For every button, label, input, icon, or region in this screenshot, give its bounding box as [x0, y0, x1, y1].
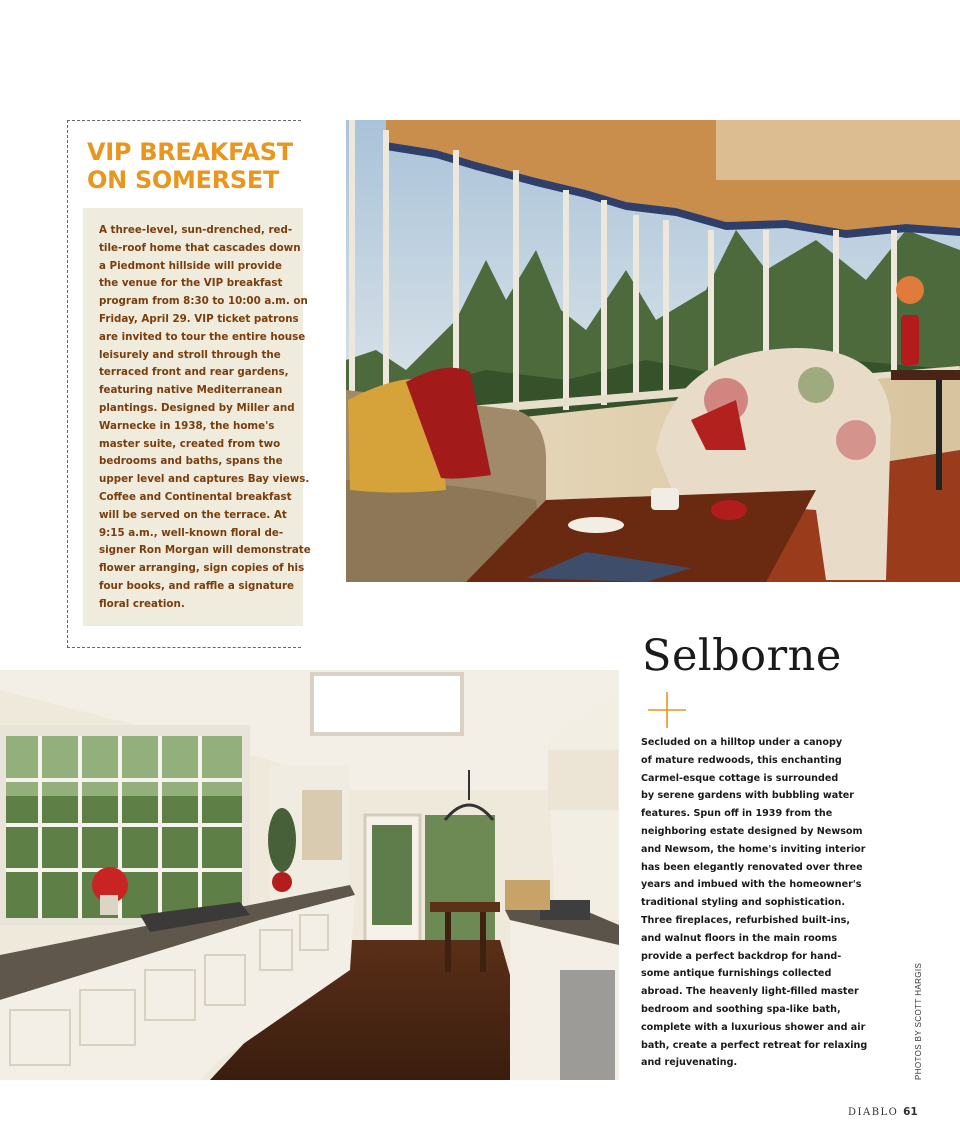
- vip-body-line: program from 8:30 to 10:00 a.m. on: [99, 295, 308, 308]
- selborne-body-line: complete with a luxurious shower and air: [641, 1021, 866, 1033]
- vip-heading-line: VIP BREAKFAST: [87, 138, 293, 166]
- vip-body-line: flower arranging, sign copies of his: [99, 562, 305, 575]
- plus-ornament-icon: [647, 690, 687, 730]
- selborne-body-line: abroad. The heavenly light-filled master: [641, 986, 859, 998]
- selborne-body-line: Carmel-esque cottage is surrounded: [641, 772, 839, 784]
- vip-body-line: leisurely and stroll through the: [99, 348, 281, 361]
- selborne-body-line: and walnut floors in the main rooms: [641, 932, 838, 944]
- selborne-body-line: bath, create a perfect retreat for relaxing: [641, 1039, 868, 1051]
- vip-body-line: four books, and raffle a signature: [99, 579, 295, 592]
- page-number: 61: [903, 1106, 918, 1118]
- selborne-body-line: has been elegantly renovated over three: [641, 861, 863, 873]
- vip-body: [99, 222, 311, 614]
- vip-body-line: master suite, created from two: [99, 437, 281, 450]
- vip-heading-line: ON SOMERSET: [87, 166, 280, 194]
- vip-body-line: are invited to tour the entire house: [99, 330, 306, 343]
- vip-body-line: 9:15 a.m., well-known floral de-: [99, 526, 284, 539]
- vip-heading: [87, 138, 307, 194]
- vip-body-line: upper level and captures Bay views.: [99, 473, 310, 486]
- vip-body-line: the venue for the VIP breakfast: [99, 277, 283, 290]
- vip-body-line: featuring native Mediterranean: [99, 384, 283, 397]
- selborne-body-line: Secluded on a hilltop under a canopy: [641, 737, 843, 748]
- vip-body-line: floral creation.: [99, 597, 185, 610]
- selborne-body-line: traditional styling and sophistication.: [641, 897, 845, 909]
- selborne-body-line: neighboring estate designed by Newsom: [641, 825, 863, 837]
- selborne-body-line: Three fireplaces, refurbished built-ins,: [641, 914, 851, 926]
- selborne-body-line: some antique furnishings collected: [641, 968, 832, 980]
- vip-body-line: Coffee and Continental breakfast: [99, 490, 292, 503]
- photo-credit: PHOTOS BY SCOTT HARGIS: [914, 962, 923, 1080]
- selborne-body-line: provide a perfect backdrop for hand-: [641, 950, 842, 962]
- magazine-name: DIABLO: [848, 1107, 899, 1118]
- selborne-body-line: years and imbued with the homeowner's: [641, 879, 862, 891]
- vip-body-line: a Piedmont hillside will provide: [99, 259, 282, 272]
- selborne-title: Selborne: [642, 631, 842, 681]
- selborne-body-line: and rejuvenating.: [641, 1057, 738, 1069]
- vip-body-line: will be served on the terrace. At: [99, 508, 287, 521]
- vip-body-line: plantings. Designed by Miller and: [99, 401, 295, 414]
- kitchen-photo: [0, 670, 619, 1080]
- vip-body-line: signer Ron Morgan will demonstrate: [99, 544, 311, 557]
- sunroom-photo: [346, 120, 960, 582]
- page-folio: [848, 1106, 918, 1118]
- vip-body-line: A three-level, sun-drenched, red-: [99, 224, 293, 236]
- selborne-body: [641, 734, 868, 1072]
- vip-body-line: Warnecke in 1938, the home's: [99, 419, 275, 432]
- vip-body-line: terraced front and rear gardens,: [99, 366, 289, 379]
- vip-body-line: Friday, April 29. VIP ticket patrons: [99, 312, 299, 325]
- selborne-body-line: by serene gardens with bubbling water: [641, 790, 855, 802]
- selborne-body-line: of mature redwoods, this enchanting: [641, 754, 842, 766]
- selborne-body-line: features. Spun off in 1939 from the: [641, 808, 833, 820]
- vip-body-line: tile-roof home that cascades down: [99, 241, 301, 254]
- vip-body-line: bedrooms and baths, spans the: [99, 455, 283, 468]
- selborne-body-line: and Newsom, the home's inviting interior: [641, 843, 866, 855]
- selborne-body-line: bedroom and soothing spa-like bath,: [641, 1003, 841, 1015]
